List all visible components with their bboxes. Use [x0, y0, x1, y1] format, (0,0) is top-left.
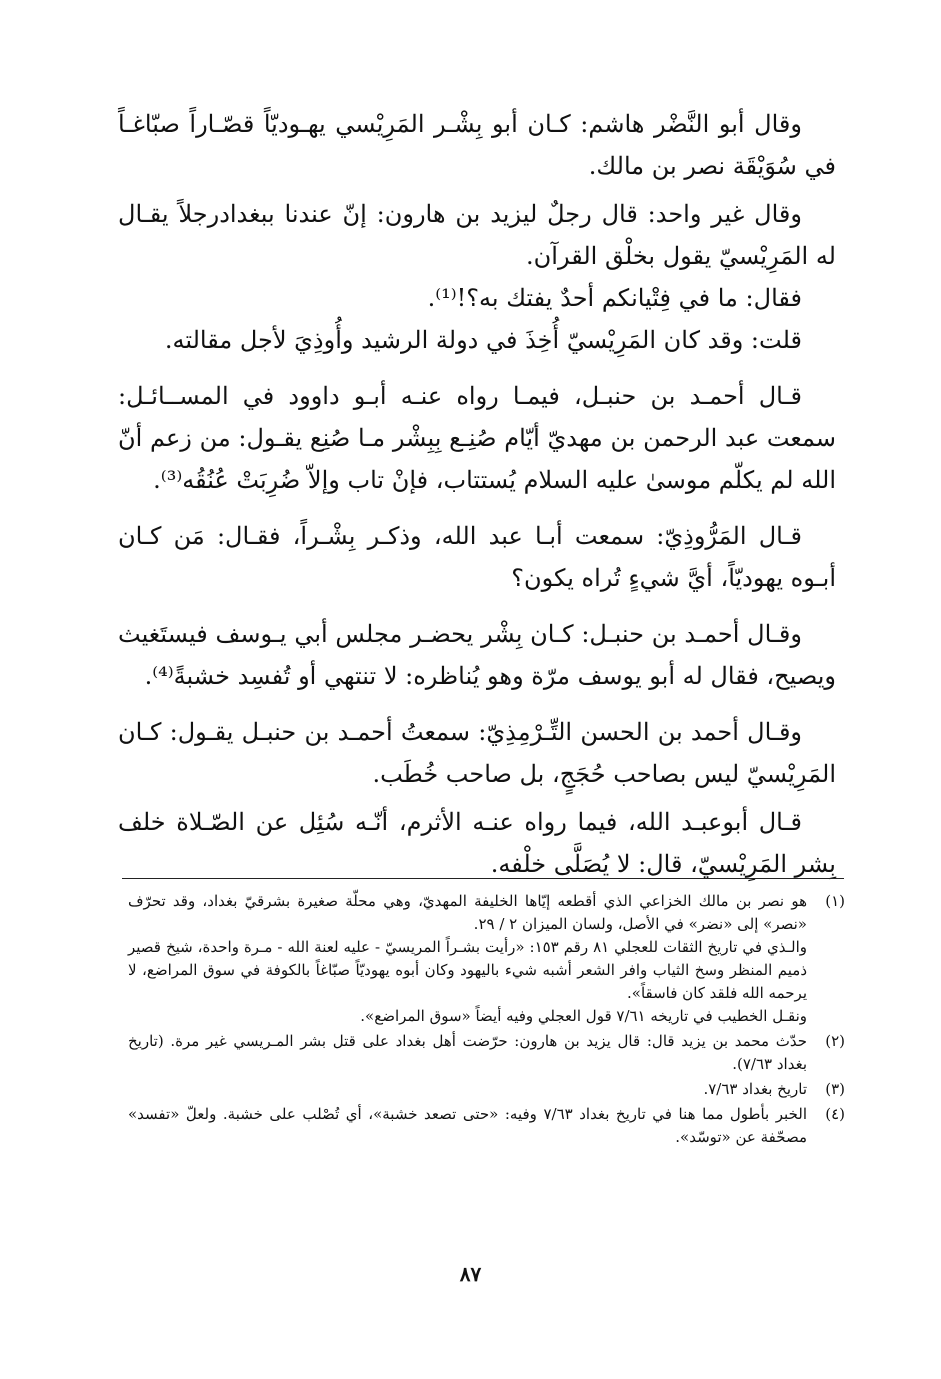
- footnote-body: [128, 1103, 807, 1149]
- footnote-number: (٤): [825, 1105, 845, 1123]
- footnote-text: والـذي في تاريخ الثقات للعجلي ٨١ رقم ١٥٣: «رأيت بشـراً المريسيّ - عليه لعنة الله - مـرة واحدة، شيخ قصير ذميم المنظر وسخ الثياب وافر الشعر أشبه شيء باليهود وكان أبوه يهوديّاً صبّاغاً بالكوفة في سوق المراضع، لا يرحمه الله فلقد كان فاسقاً».: [128, 938, 807, 1002]
- footnote-text: ونقـل الخطيب في تاريخه ٧/٦١ قول العجلي وفيه أيضاً «سوق المراضع».: [360, 1007, 807, 1025]
- footnote-number: (١): [825, 892, 845, 910]
- paragraph: قـال المَرُّوذِيّ: سمعت أبـا عبد الله، وذكـر بِشْـراً، فقـال: مَن كـان أبـوه يهوديّاً، أيَّ شيءٍ تُراه يكون؟: [118, 522, 836, 592]
- paragraph: وقـال أحمـد بن حنبـل: كـان بِشْر يحضـر مجلس أبي يـوسف فيستَغيث ويصيح، فقال له أبو يوسف مرّة وهو يُناظره: لا تنتهي أو تُفسِد خشبةً⁽⁴⁾.: [118, 620, 836, 690]
- footnote-number: (٢): [825, 1032, 845, 1050]
- footnote-separator: [122, 878, 844, 879]
- paragraph: وقال أبو النَّضْر هاشم: كـان أبو بِشْـر المَرِيْسي يهـوديّاً قصّـاراً صبّاغـاً في سُوَيْقَة نصر بن مالك.: [118, 110, 836, 180]
- footnote-2: [128, 1030, 845, 1076]
- page-number: ٨٧: [459, 1262, 482, 1286]
- footnote-4: [128, 1103, 845, 1149]
- footnote-body: [128, 1030, 807, 1076]
- paragraph: قـال أبوعبـد الله، فيما رواه عنـه الأثرم، أنّـه سُئِل عن الصّـلاة خلف بِشر المَرِيْسيّ، قال: لا يُصَلَّى خلْفه.: [118, 808, 836, 878]
- paragraph: قلت: وقد كان المَرِيْسيّ أُخِذَ في دولة الرشيد وأُوذِيَ لأجل مقالته.: [164, 326, 802, 354]
- footnote-body: [128, 1078, 807, 1101]
- paragraph: فقال: ما في فِتْيانكم أحدٌ يفتك به؟!⁽¹⁾.: [427, 284, 802, 312]
- footnote-text: تاريخ بغداد ٧/٦٣.: [703, 1080, 807, 1098]
- footnote-1: [128, 890, 845, 1028]
- footnote-body: [128, 890, 807, 1028]
- footnote-text: هو نصر بن مالك الخزاعي الذي أقطعه إيّاها الخليفة المهديّ، وهي محلّة صغيرة بشرقيّ بغداد، وقد تحرّف «نصر» إلى «نضر» في الأصل، ولسان الميزان ٢ / ٢٩.: [128, 892, 807, 933]
- paragraph: وقال غير واحد: قال رجلٌ ليزيد بن هارون: إنّ عندنا ببغدادرجلاً يقـال له المَرِيْسيّ يقول بخلْق القرآن.: [118, 200, 836, 270]
- footnote-text: الخبر بأطول مما هنا في تاريخ بغداد ٧/٦٣ وفيه: «حتى تصعد خشبة»، أي تُصْلب على خشبة. ولعلّ «تفسد» مصحّفة عن «توسّد».: [128, 1105, 807, 1146]
- footnotes-section: [128, 890, 845, 1151]
- paragraph: قـال أحمـد بن حنبـل، فيمـا رواه عنـه أبـو داوود في المســائـل: سمعت عبد الرحمن بن مهديّ أيّام صُنِـع بِبِشْر مـا صُنِع يقـول: من زعم أنّ الله لم يكلّم موسىٰ عليه السلام يُستتاب، فإنْ تاب وإلاّ ضُرِبَتْ عُنُقُه⁽³⁾.: [118, 382, 836, 494]
- footnote-text: حدّث محمد بن يزيد قال: قال يزيد بن هارون: حرّضت أهل بغداد على قتل بشر المـريسي غير مرة. (تاريخ بغداد ٧/٦٣).: [128, 1032, 807, 1073]
- footnote-3: [128, 1078, 845, 1101]
- main-text-block: [118, 103, 836, 885]
- footnote-number: (٣): [825, 1080, 845, 1098]
- paragraph: وقـال أحمد بن الحسن التِّـرْمِذِيّ: سمعتُ أحمـد بن حنبـل يقـول: كـان المَرِيْسيّ ليس بصاحب حُجَجٍ، بل صاحب خُطَب.: [118, 718, 836, 788]
